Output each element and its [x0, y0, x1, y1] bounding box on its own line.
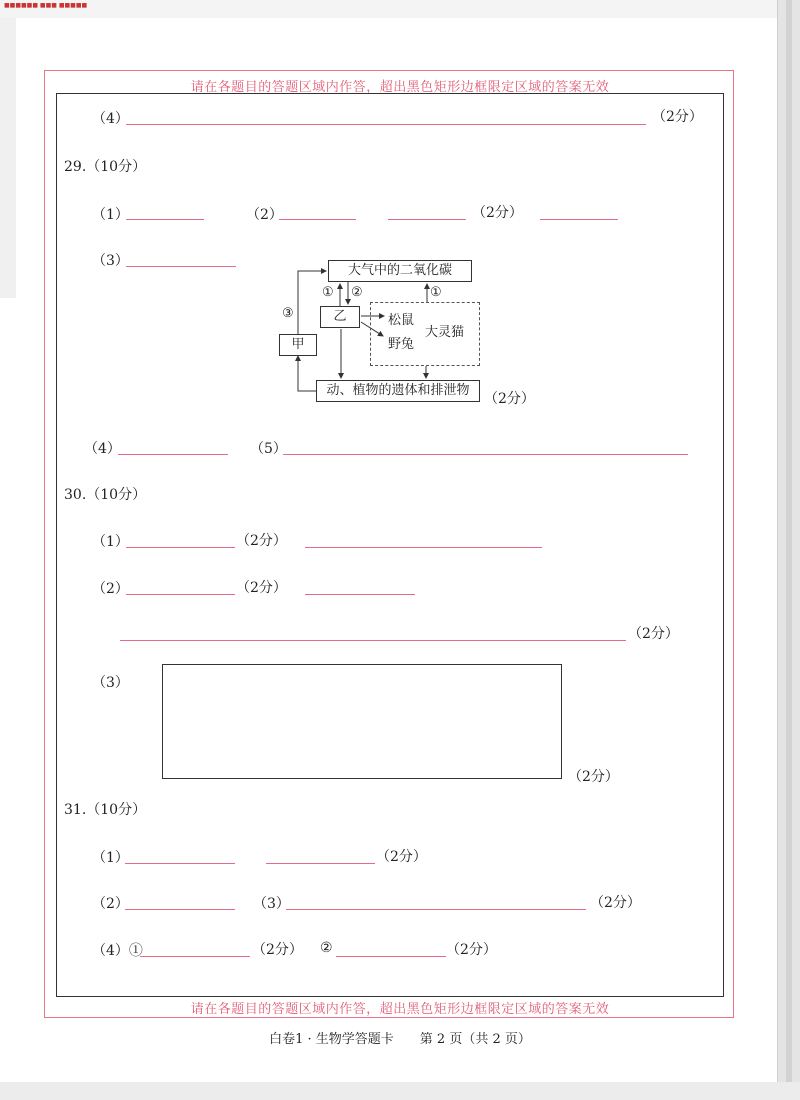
q30-part3-score: （2分） — [568, 769, 619, 785]
arrow-remains-to-decomposer — [298, 356, 316, 391]
diagram-label-1-left: ① — [322, 285, 334, 300]
q30-part2b-score: （2分） — [628, 626, 679, 642]
q29-part5-answer-line[interactable] — [283, 454, 688, 455]
page-footer: 白卷1 · 生物学答题卡 第 2 页（共 2 页） — [269, 1032, 531, 1047]
diagram-hare: 野兔 — [388, 337, 415, 352]
q30-part2-answer-line-c[interactable] — [120, 640, 626, 641]
diagram-producer-box: 乙 — [320, 306, 360, 328]
q30-part2-answer-line-a[interactable] — [126, 594, 235, 595]
q30-part2-score: （2分） — [236, 580, 287, 596]
q31-part4-answer-line-b[interactable] — [336, 956, 446, 957]
q30-part3-label: （3） — [92, 675, 129, 691]
q30-part3-answer-box[interactable] — [162, 664, 562, 779]
q29-heading: 29.（10分） — [64, 159, 147, 175]
q31-part2-label: （2） — [92, 896, 129, 912]
q29-part1-label: （1） — [92, 207, 129, 223]
q31-part4-answer-line-a[interactable] — [140, 956, 250, 957]
diagram-decomposer-box: 甲 — [279, 334, 317, 356]
q31-part4-score-a: （2分） — [252, 942, 303, 958]
scan-header-mark: ■■■■■■ ■■■ ■■■■■ — [4, 2, 88, 9]
diagram-remains-box: 动、植物的遗体和排泄物 — [316, 380, 480, 402]
q31-part4-label: （4）① — [92, 943, 143, 959]
q31-part4-score-b: （2分） — [446, 942, 497, 958]
q29-part4-label: （4） — [84, 441, 121, 457]
q28-part4-label: （4） — [92, 111, 129, 127]
q28-part4-score: （2分） — [652, 109, 703, 125]
q31-part4-circle2: ② — [320, 940, 333, 956]
q30-heading: 30.（10分） — [64, 487, 147, 503]
diagram-squirrel: 松鼠 — [388, 313, 415, 328]
q30-part1-answer-line-b[interactable] — [305, 547, 542, 548]
q29-part3-score: （2分） — [484, 391, 535, 407]
diagram-label-3: ③ — [282, 306, 294, 321]
q29-part2-label: （2） — [246, 207, 283, 223]
q30-part1-answer-line-a[interactable] — [126, 547, 235, 548]
q31-part1-answer-line-b[interactable] — [266, 863, 375, 864]
diagram-panda: 大灵猫 — [425, 325, 465, 340]
q29-part3-label: （3） — [92, 253, 129, 269]
diagram-label-1-right: ① — [430, 285, 442, 300]
q31-part3-answer-line[interactable] — [286, 909, 586, 910]
q31-part1-label: （1） — [92, 850, 129, 866]
q29-part4-answer-line[interactable] — [118, 454, 228, 455]
q31-part3-score: （2分） — [590, 895, 641, 911]
q30-part1-score: （2分） — [236, 533, 287, 549]
q30-part2-label: （2） — [92, 581, 129, 597]
q29-part5-label: （5） — [250, 441, 287, 457]
q30-part2-answer-line-b[interactable] — [305, 594, 415, 595]
q30-part1-label: （1） — [92, 534, 129, 550]
bottom-notice: 请在各题目的答题区域内作答，超出黑色矩形边框限定区域的答案无效 — [190, 1002, 610, 1017]
q29-part2-score: （2分） — [472, 205, 523, 221]
q31-part2-answer-line[interactable] — [125, 909, 235, 910]
top-notice: 请在各题目的答题区域内作答，超出黑色矩形边框限定区域的答案无效 — [190, 80, 610, 95]
q31-part1-answer-line-a[interactable] — [125, 863, 235, 864]
diagram-atmosphere-box: 大气中的二氧化碳 — [328, 260, 472, 282]
q31-part3-label: （3） — [253, 896, 290, 912]
diagram-label-2: ② — [351, 285, 363, 300]
q31-heading: 31.（10分） — [64, 802, 147, 818]
q31-part1-score: （2分） — [376, 849, 427, 865]
